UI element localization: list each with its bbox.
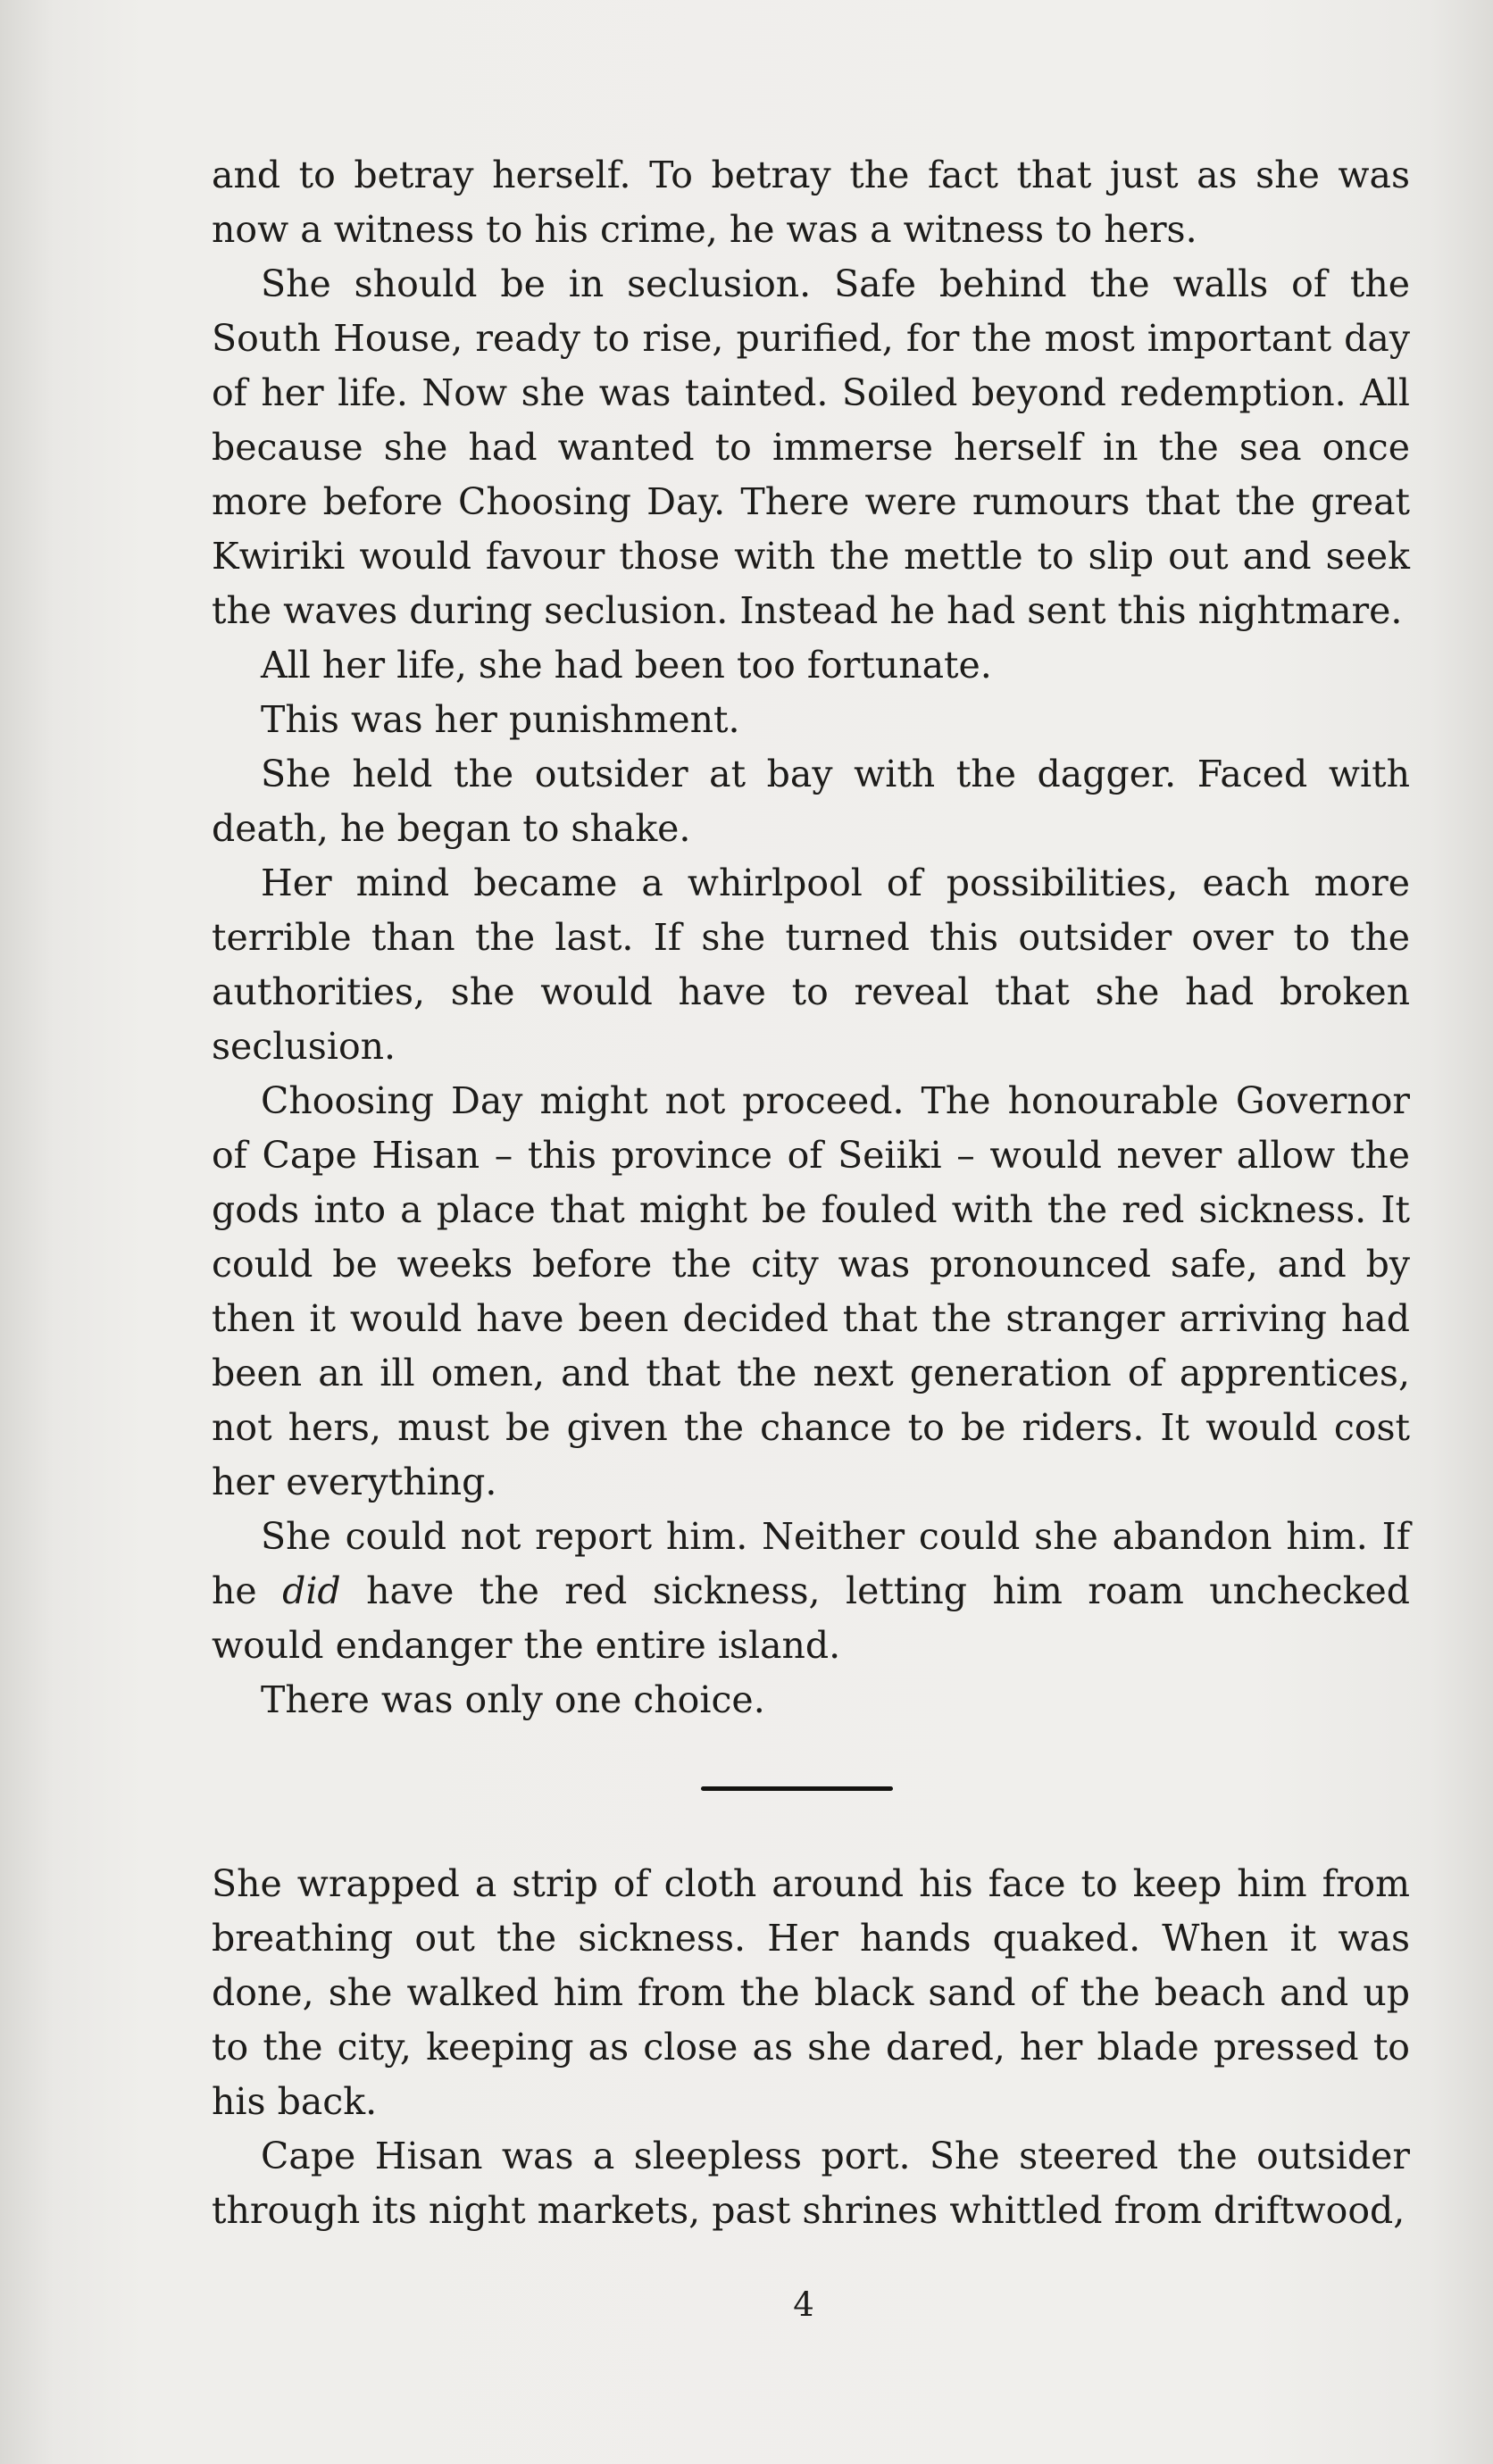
paragraph: She should be in seclusion. Safe behind the walls of the South House, ready to rise, purified, for the most important day of her life. Now she was tainted. Soiled beyond redemption. All because she had wanted to immerse herself in the sea once more before Choosing Day. There were rumours that the great Kwiriki would favour those with the mettle to slip out and seek the waves during seclusion. Instead he had sent this nightmare. [212, 262, 1410, 632]
scene-break-divider [701, 1786, 893, 1791]
paragraph: Cape Hisan was a sleepless port. She steered the outsider through its night markets, past shrines whittled from driftwood, [212, 2135, 1410, 2232]
paragraph: Choosing Day might not proceed. The honourable Governor of Cape Hisan – this province of Seiiki – would never allow the gods into a place that might be fouled with the red sickness. It could be weeks before the city was pronounced safe, and by then it would have been decided that the stranger arriving had been an ill omen, and that the next generation of apprentices, not hers, must be given the chance to be riders. It would cost her everything. [212, 1079, 1410, 1503]
paragraph: This was her punishment. [261, 698, 740, 741]
paragraph: She could not report him. Neither could she abandon him. If he did have the red sickness, letting him roam unchecked would endanger the entire island. [212, 1515, 1411, 1667]
text-section-before-break [212, 148, 1410, 1727]
paragraph: She held the outsider at bay with the dagger. Faced with death, he began to shake. [212, 753, 1410, 850]
paragraph: Her mind became a whirlpool of possibilities, each more terrible than the last. If she turned this outsider over to the authorities, she would have to reveal that she had broken seclusion. [212, 862, 1410, 1068]
italic-emphasis: did [282, 1569, 341, 1612]
page-number: 4 [793, 2285, 814, 2324]
text-section-after-break [212, 1857, 1410, 2238]
paragraph: There was only one choice. [261, 1678, 765, 1721]
paragraph: All her life, she had been too fortunate. [261, 644, 992, 687]
paragraph: and to betray herself. To betray the fact that just as she was now a witness to his crime, he was a witness to hers. [212, 154, 1410, 251]
paragraph: She wrapped a strip of cloth around his face to keep him from breathing out the sickness. Her hands quaked. When it was done, she walked him from the black sand of the beach and up to the city, keeping as close as she dared, her blade pressed to his back. [212, 1862, 1410, 2123]
